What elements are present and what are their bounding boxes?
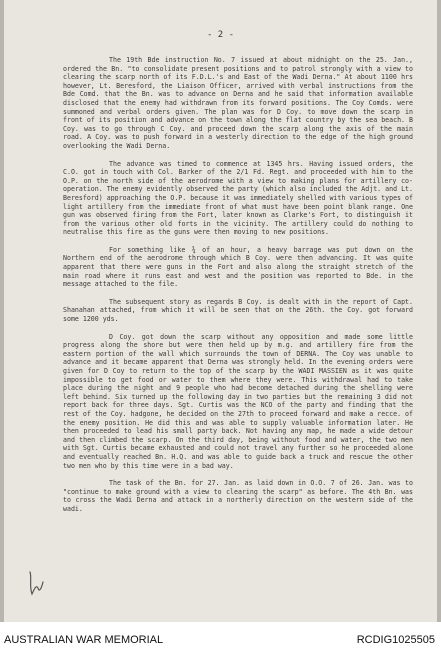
archive-name: AUSTRALIAN WAR MEMORIAL [4, 634, 164, 646]
document-body [63, 56, 413, 514]
page-number: - 2 - [206, 30, 235, 40]
paragraph: For something like ¾ of an hour, a heavy barrage was put down on the Northern end of the aerodrome through which B Coy. were then advancing. It was quite apparent that there were guns in the Fort and also along the straight stretch of the main road where it runs east and west and the position was reported to Bde. in the message attached to the file. [63, 245, 413, 289]
record-id: RCDIG1025505 [356, 634, 435, 646]
document-page [4, 0, 437, 622]
handwritten-initial-mark [26, 568, 46, 598]
paragraph: D Coy. got down the scarp without any opposition and made some little progress along the shore but were then held up by m.g. and artillery fire from the eastern portion of the wall which surrounds the town of DERNA. The Coy was unable to advance and it became apparent that Derna was strongly held. In the evening orders were given for D Coy to return to the top of the scarp by the WADI MASSIEN as it was quite impossible to get food or water to them where they were. This withdrawal had to take place during the night and 9 people who had become detached during the shelling were left behind. Six turned up the following day in two parties but the remaining 3 did not report back for three days. Sgt. Curtis was the NCO of the party and finding that the rest of the Coy. hadgone, he decided on the 27th to proceed forward and make a recce. of the enemy position. He did this and was able to supply valuable information later. He then proceeded to lead his small party back. Not having any map, he made a wide detour and then climbed the scarp. On the third day, being without food and water, the two men with Sgt. Curtis became exhausted and could not travel any further so he proceeded alone and eventually reached Bn. H.Q. and was able to guide back a truck and rescue the other two men who by this time were in a bad way. [63, 332, 413, 470]
paragraph: The task of the Bn. for 27. Jan. as laid down in O.O. 7 of 26. Jan. was to "continue to make ground with a view to clearing the scarp" as before. The 4th Bn. was to cross the Wadi Derna and attack in a northerly direction on the western side of the wadi. [63, 479, 413, 513]
paragraph: The 19th Bde instruction No. 7 issued at about midnight on the 25. Jan., ordered the Bn. "to consolidate present positions and to patrol strongly with a view to clearing the scarp north of its F.D.L.'s and East of the Wadi Derna." At about 1100 hrs however, Lt. Beresford, the Liaison Officer, arrived with verbal instructions from the Bde Comd. that the Bn. was to advance on Derna and he said that information available disclosed that the enemy had withdrawn from its forward positions. The Coy Comds. were summoned and verbal orders given. The plan was for D Coy. to move down the scarp in front of its position and advance on the town along the flat country by the sea beach. B Coy. was to go through C Coy. and proceed down the scarp along the axis of the main road. A Coy. was to push forward in a westerly direction to the edge of the high ground overlooking the Wadi Derna. [63, 56, 413, 150]
paragraph: The subsequent story as regards B Coy. is dealt with in the report of Capt. Shanahan attached, from which it will be seen that on the 26th. the Coy. got forward some 1200 yds. [63, 297, 413, 324]
archive-footer [0, 622, 441, 653]
paragraph: The advance was timed to commence at 1345 hrs. Having issued orders, the C.O. got in touch with Col. Barker of the 2/1 Fd. Regt. and proceeded with him to the O.P. on the north side of the aerodrome with a view to making plans for artillery co-operation. The enemy evidently observed the party (which also included the Adjt. and Lt. Beresford) approaching the O.P. because it was immediately shelled with various types of light artillery from the immediate front of what must have been point blank range. One gun was observed firing from the Fort, later known as Clarke's Fort, to distinguish it from the various other old forts in the vicinity. The artillery could do nothing to neutralise this fire as the guns were then moving to new positions. [63, 159, 413, 237]
